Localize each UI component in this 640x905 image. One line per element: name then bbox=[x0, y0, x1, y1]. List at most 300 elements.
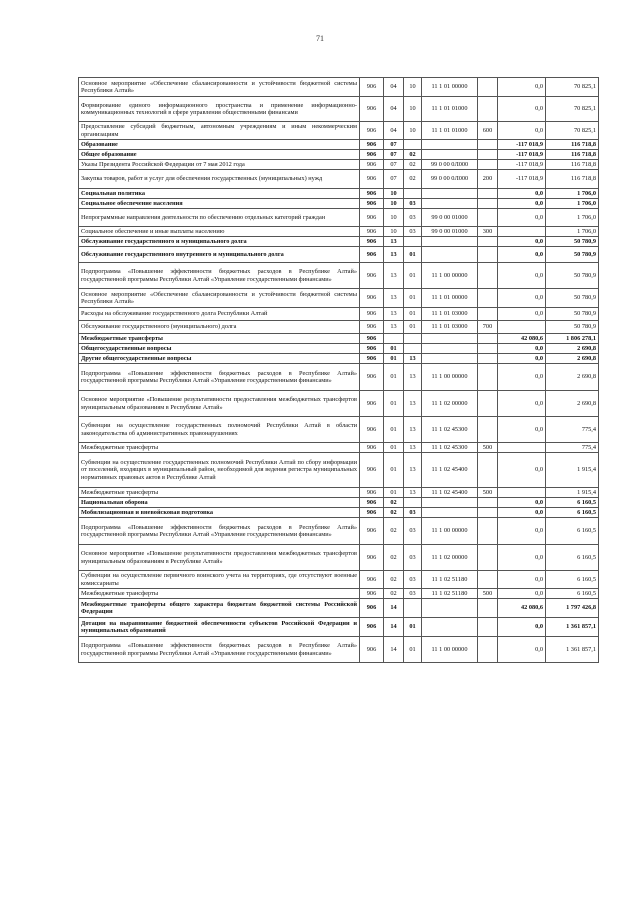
total-amount-cell: 775,4 bbox=[546, 417, 599, 443]
subsection-code-cell: 10 bbox=[404, 122, 422, 140]
ministry-code-cell: 906 bbox=[360, 417, 384, 443]
target-article-cell bbox=[422, 344, 478, 354]
table-row bbox=[79, 150, 599, 160]
row-name-cell: Другие общегосударственные вопросы bbox=[79, 354, 360, 364]
total-amount-cell: 50 780,9 bbox=[546, 237, 599, 247]
expense-type-cell bbox=[478, 160, 498, 170]
budget-table bbox=[78, 77, 599, 663]
table-row bbox=[79, 518, 599, 545]
table-row bbox=[79, 364, 599, 391]
table-row bbox=[79, 289, 599, 308]
ministry-code-cell: 906 bbox=[360, 263, 384, 289]
expense-type-cell bbox=[478, 508, 498, 518]
target-article-cell: 11 1 02 00000 bbox=[422, 545, 478, 571]
table-row bbox=[79, 140, 599, 150]
ministry-code-cell: 906 bbox=[360, 140, 384, 150]
change-amount-cell: 0,0 bbox=[498, 618, 546, 637]
row-name-cell: Обслуживание государственного и муниципального долга bbox=[79, 237, 360, 247]
ministry-code-cell: 906 bbox=[360, 453, 384, 488]
section-code-cell: 02 bbox=[384, 545, 404, 571]
section-code-cell: 13 bbox=[384, 321, 404, 334]
change-amount-cell: 0,0 bbox=[498, 354, 546, 364]
subsection-code-cell bbox=[404, 599, 422, 618]
row-name-cell: Закупка товаров, работ и услуг для обеспечения государственных (муниципальных) нужд bbox=[79, 170, 360, 189]
subsection-code-cell: 03 bbox=[404, 589, 422, 599]
total-amount-cell: 1 915,4 bbox=[546, 453, 599, 488]
section-code-cell: 10 bbox=[384, 189, 404, 199]
row-name-cell: Формирование единого информационного пространства и применение информационно-коммуникационных технологий в сфере управления общественными финансами bbox=[79, 97, 360, 122]
target-article-cell bbox=[422, 247, 478, 263]
target-article-cell: 11 1 02 51180 bbox=[422, 589, 478, 599]
section-code-cell: 04 bbox=[384, 78, 404, 97]
subsection-code-cell: 03 bbox=[404, 545, 422, 571]
change-amount-cell: 0,0 bbox=[498, 78, 546, 97]
section-code-cell: 14 bbox=[384, 618, 404, 637]
row-name-cell: Подпрограмма «Повышение эффективности бюджетных расходов в Республике Алтай» государственной программы Республики Алтай «Управление государственными финансами» bbox=[79, 518, 360, 545]
ministry-code-cell: 906 bbox=[360, 344, 384, 354]
expense-type-cell bbox=[478, 308, 498, 321]
target-article-cell bbox=[422, 140, 478, 150]
ministry-code-cell: 906 bbox=[360, 247, 384, 263]
row-name-cell: Основное мероприятие «Повышение результативности предоставления межбюджетных трансфертов муниципальным образованиям в Республике Алтай» bbox=[79, 545, 360, 571]
total-amount-cell: 6 160,5 bbox=[546, 545, 599, 571]
target-article-cell bbox=[422, 618, 478, 637]
expense-type-cell bbox=[478, 453, 498, 488]
total-amount-cell: 70 825,1 bbox=[546, 122, 599, 140]
section-code-cell: 10 bbox=[384, 199, 404, 209]
total-amount-cell: 6 160,5 bbox=[546, 589, 599, 599]
expense-type-cell bbox=[478, 78, 498, 97]
expense-type-cell: 200 bbox=[478, 170, 498, 189]
table-row bbox=[79, 97, 599, 122]
ministry-code-cell: 906 bbox=[360, 160, 384, 170]
section-code-cell: 13 bbox=[384, 263, 404, 289]
ministry-code-cell: 906 bbox=[360, 637, 384, 663]
ministry-code-cell: 906 bbox=[360, 199, 384, 209]
subsection-code-cell: 01 bbox=[404, 321, 422, 334]
expense-type-cell bbox=[478, 150, 498, 160]
expense-type-cell bbox=[478, 140, 498, 150]
target-article-cell: 11 1 01 01000 bbox=[422, 122, 478, 140]
total-amount-cell: 50 780,9 bbox=[546, 308, 599, 321]
ministry-code-cell: 906 bbox=[360, 391, 384, 417]
section-code-cell: 04 bbox=[384, 122, 404, 140]
row-name-cell: Межбюджетные трансферты общего характера бюджетам бюджетной системы Российской Федерации bbox=[79, 599, 360, 618]
change-amount-cell bbox=[498, 443, 546, 453]
change-amount-cell: 0,0 bbox=[498, 498, 546, 508]
total-amount-cell: 116 718,8 bbox=[546, 150, 599, 160]
target-article-cell: 11 1 02 00000 bbox=[422, 391, 478, 417]
table-row bbox=[79, 545, 599, 571]
row-name-cell: Общегосударственные вопросы bbox=[79, 344, 360, 354]
target-article-cell: 11 1 00 00000 bbox=[422, 637, 478, 663]
ministry-code-cell: 906 bbox=[360, 170, 384, 189]
total-amount-cell: 1 797 426,8 bbox=[546, 599, 599, 618]
total-amount-cell: 50 780,9 bbox=[546, 247, 599, 263]
expense-type-cell: 500 bbox=[478, 488, 498, 498]
table-row bbox=[79, 321, 599, 334]
section-code-cell: 04 bbox=[384, 97, 404, 122]
subsection-code-cell: 01 bbox=[404, 289, 422, 308]
target-article-cell: 11 1 01 01000 bbox=[422, 97, 478, 122]
target-article-cell: 99 0 00 0Л000 bbox=[422, 170, 478, 189]
row-name-cell: Межбюджетные трансферты bbox=[79, 334, 360, 344]
target-article-cell: 11 1 02 45400 bbox=[422, 488, 478, 498]
section-code-cell: 01 bbox=[384, 354, 404, 364]
target-article-cell bbox=[422, 150, 478, 160]
row-name-cell: Подпрограмма «Повышение эффективности бюджетных расходов в Республике Алтай» государственной программы Республики Алтай «Управление государственными финансами» bbox=[79, 364, 360, 391]
table-row bbox=[79, 637, 599, 663]
row-name-cell: Обслуживание государственного внутреннего и муниципального долга bbox=[79, 247, 360, 263]
section-code-cell: 01 bbox=[384, 391, 404, 417]
expense-type-cell bbox=[478, 237, 498, 247]
target-article-cell: 11 1 02 45300 bbox=[422, 443, 478, 453]
section-code-cell: 14 bbox=[384, 637, 404, 663]
subsection-code-cell: 03 bbox=[404, 227, 422, 237]
page-number: 71 bbox=[316, 34, 324, 43]
row-name-cell: Социальное обеспечение населения bbox=[79, 199, 360, 209]
subsection-code-cell: 03 bbox=[404, 209, 422, 227]
total-amount-cell: 2 690,8 bbox=[546, 364, 599, 391]
ministry-code-cell: 906 bbox=[360, 354, 384, 364]
ministry-code-cell: 906 bbox=[360, 227, 384, 237]
change-amount-cell: 42 080,6 bbox=[498, 599, 546, 618]
change-amount-cell: 0,0 bbox=[498, 237, 546, 247]
total-amount-cell: 50 780,9 bbox=[546, 263, 599, 289]
table-row bbox=[79, 589, 599, 599]
expense-type-cell bbox=[478, 97, 498, 122]
section-code-cell: 07 bbox=[384, 160, 404, 170]
expense-type-cell bbox=[478, 571, 498, 589]
change-amount-cell: 0,0 bbox=[498, 209, 546, 227]
expense-type-cell bbox=[478, 189, 498, 199]
expense-type-cell: 500 bbox=[478, 589, 498, 599]
section-code-cell: 01 bbox=[384, 417, 404, 443]
target-article-cell bbox=[422, 334, 478, 344]
change-amount-cell: 0,0 bbox=[498, 391, 546, 417]
section-code-cell: 02 bbox=[384, 498, 404, 508]
target-article-cell bbox=[422, 599, 478, 618]
expense-type-cell bbox=[478, 618, 498, 637]
section-code-cell: 07 bbox=[384, 140, 404, 150]
ministry-code-cell: 906 bbox=[360, 321, 384, 334]
target-article-cell: 11 1 01 00000 bbox=[422, 289, 478, 308]
total-amount-cell: 1 361 857,1 bbox=[546, 618, 599, 637]
target-article-cell: 11 1 01 03000 bbox=[422, 308, 478, 321]
change-amount-cell: -117 018,9 bbox=[498, 160, 546, 170]
section-code-cell: 10 bbox=[384, 209, 404, 227]
row-name-cell: Обслуживание государственного (муниципального) долга bbox=[79, 321, 360, 334]
section-code-cell: 01 bbox=[384, 364, 404, 391]
target-article-cell: 11 1 00 00000 bbox=[422, 364, 478, 391]
section-code-cell: 13 bbox=[384, 289, 404, 308]
expense-type-cell bbox=[478, 263, 498, 289]
section-code-cell: 02 bbox=[384, 571, 404, 589]
total-amount-cell: 1 361 857,1 bbox=[546, 637, 599, 663]
change-amount-cell: -117 018,9 bbox=[498, 140, 546, 150]
subsection-code-cell: 01 bbox=[404, 263, 422, 289]
subsection-code-cell bbox=[404, 189, 422, 199]
subsection-code-cell: 03 bbox=[404, 571, 422, 589]
subsection-code-cell: 13 bbox=[404, 488, 422, 498]
table-row bbox=[79, 391, 599, 417]
table-row bbox=[79, 571, 599, 589]
total-amount-cell: 70 825,1 bbox=[546, 97, 599, 122]
expense-type-cell bbox=[478, 354, 498, 364]
table-row bbox=[79, 78, 599, 97]
row-name-cell: Субвенции на осуществление государственных полномочий Республики Алтай в области законодательства об административных правонарушениях bbox=[79, 417, 360, 443]
ministry-code-cell: 906 bbox=[360, 589, 384, 599]
subsection-code-cell bbox=[404, 237, 422, 247]
target-article-cell bbox=[422, 199, 478, 209]
expense-type-cell bbox=[478, 344, 498, 354]
table-row bbox=[79, 334, 599, 344]
table-row bbox=[79, 354, 599, 364]
row-name-cell: Образование bbox=[79, 140, 360, 150]
expense-type-cell bbox=[478, 391, 498, 417]
table-row bbox=[79, 189, 599, 199]
change-amount-cell bbox=[498, 227, 546, 237]
subsection-code-cell: 10 bbox=[404, 97, 422, 122]
section-code-cell: 10 bbox=[384, 227, 404, 237]
total-amount-cell: 1 806 278,1 bbox=[546, 334, 599, 344]
total-amount-cell: 116 718,8 bbox=[546, 160, 599, 170]
row-name-cell: Мобилизационная и вневойсковая подготовка bbox=[79, 508, 360, 518]
change-amount-cell: 0,0 bbox=[498, 189, 546, 199]
ministry-code-cell: 906 bbox=[360, 97, 384, 122]
table-row bbox=[79, 227, 599, 237]
target-article-cell: 99 0 00 01000 bbox=[422, 227, 478, 237]
change-amount-cell: 0,0 bbox=[498, 508, 546, 518]
ministry-code-cell: 906 bbox=[360, 289, 384, 308]
subsection-code-cell: 01 bbox=[404, 308, 422, 321]
subsection-code-cell bbox=[404, 344, 422, 354]
row-name-cell: Межбюджетные трансферты bbox=[79, 488, 360, 498]
target-article-cell: 11 1 02 51180 bbox=[422, 571, 478, 589]
expense-type-cell bbox=[478, 545, 498, 571]
ministry-code-cell: 906 bbox=[360, 599, 384, 618]
expense-type-cell bbox=[478, 334, 498, 344]
row-name-cell: Расходы на обслуживание государственного долга Республики Алтай bbox=[79, 308, 360, 321]
total-amount-cell: 1 706,0 bbox=[546, 227, 599, 237]
ministry-code-cell: 906 bbox=[360, 150, 384, 160]
change-amount-cell: 0,0 bbox=[498, 364, 546, 391]
subsection-code-cell: 13 bbox=[404, 453, 422, 488]
table-row bbox=[79, 417, 599, 443]
row-name-cell: Общее образование bbox=[79, 150, 360, 160]
target-article-cell: 11 1 02 45300 bbox=[422, 417, 478, 443]
change-amount-cell: 0,0 bbox=[498, 589, 546, 599]
subsection-code-cell bbox=[404, 334, 422, 344]
change-amount-cell: 0,0 bbox=[498, 308, 546, 321]
table-row bbox=[79, 453, 599, 488]
total-amount-cell: 2 690,8 bbox=[546, 391, 599, 417]
row-name-cell: Национальная оборона bbox=[79, 498, 360, 508]
total-amount-cell: 6 160,5 bbox=[546, 571, 599, 589]
ministry-code-cell: 906 bbox=[360, 488, 384, 498]
table-row bbox=[79, 237, 599, 247]
section-code-cell: 01 bbox=[384, 453, 404, 488]
section-code-cell: 02 bbox=[384, 508, 404, 518]
change-amount-cell bbox=[498, 488, 546, 498]
table-row bbox=[79, 160, 599, 170]
table-row bbox=[79, 618, 599, 637]
ministry-code-cell: 906 bbox=[360, 508, 384, 518]
expense-type-cell: 300 bbox=[478, 227, 498, 237]
table-row bbox=[79, 122, 599, 140]
expense-type-cell bbox=[478, 209, 498, 227]
total-amount-cell: 1 915,4 bbox=[546, 488, 599, 498]
row-name-cell: Основное мероприятие «Повышение результативности предоставления межбюджетных трансфертов муниципальным образованиям в Республике Алтай» bbox=[79, 391, 360, 417]
ministry-code-cell: 906 bbox=[360, 237, 384, 247]
subsection-code-cell bbox=[404, 140, 422, 150]
target-article-cell: 11 1 00 00000 bbox=[422, 263, 478, 289]
row-name-cell: Межбюджетные трансферты bbox=[79, 589, 360, 599]
table-row bbox=[79, 263, 599, 289]
subsection-code-cell: 03 bbox=[404, 508, 422, 518]
subsection-code-cell: 13 bbox=[404, 443, 422, 453]
ministry-code-cell: 906 bbox=[360, 364, 384, 391]
change-amount-cell: 0,0 bbox=[498, 637, 546, 663]
expense-type-cell: 700 bbox=[478, 321, 498, 334]
table-row bbox=[79, 199, 599, 209]
target-article-cell: 99 0 00 01000 bbox=[422, 209, 478, 227]
row-name-cell: Основное мероприятие «Обеспечение сбалансированности и устойчивости бюджетной системы Республики Алтай» bbox=[79, 78, 360, 97]
change-amount-cell: 0,0 bbox=[498, 263, 546, 289]
total-amount-cell: 6 160,5 bbox=[546, 508, 599, 518]
row-name-cell: Субвенции на осуществление первичного воинского учета на территориях, где отсутствуют военные комиссариаты bbox=[79, 571, 360, 589]
total-amount-cell: 775,4 bbox=[546, 443, 599, 453]
expense-type-cell bbox=[478, 498, 498, 508]
table-row bbox=[79, 508, 599, 518]
expense-type-cell bbox=[478, 364, 498, 391]
section-code-cell: 13 bbox=[384, 308, 404, 321]
change-amount-cell: 42 080,6 bbox=[498, 334, 546, 344]
section-code-cell: 01 bbox=[384, 488, 404, 498]
expense-type-cell bbox=[478, 289, 498, 308]
target-article-cell: 11 1 01 03000 bbox=[422, 321, 478, 334]
row-name-cell: Межбюджетные трансферты bbox=[79, 443, 360, 453]
change-amount-cell bbox=[498, 321, 546, 334]
table-row bbox=[79, 247, 599, 263]
table-row bbox=[79, 498, 599, 508]
row-name-cell: Предоставление субсидий бюджетным, автономным учреждениям и иным некоммерческим организациям bbox=[79, 122, 360, 140]
section-code-cell: 13 bbox=[384, 247, 404, 263]
table-row bbox=[79, 488, 599, 498]
expense-type-cell bbox=[478, 417, 498, 443]
section-code-cell bbox=[384, 334, 404, 344]
table-row bbox=[79, 443, 599, 453]
total-amount-cell: 116 718,8 bbox=[546, 170, 599, 189]
ministry-code-cell: 906 bbox=[360, 443, 384, 453]
target-article-cell: 11 1 00 00000 bbox=[422, 518, 478, 545]
row-name-cell: Субвенции на осуществление государственных полномочий Республики Алтай по сбору информации от поселений, входящих в муниципальный район, необходимой для ведения регистра муниципальных нормативных правовых актов в Республике Алтай bbox=[79, 453, 360, 488]
section-code-cell: 02 bbox=[384, 589, 404, 599]
expense-type-cell: 500 bbox=[478, 443, 498, 453]
change-amount-cell: 0,0 bbox=[498, 545, 546, 571]
total-amount-cell: 50 780,9 bbox=[546, 289, 599, 308]
subsection-code-cell: 13 bbox=[404, 417, 422, 443]
change-amount-cell: 0,0 bbox=[498, 199, 546, 209]
target-article-cell bbox=[422, 508, 478, 518]
table-body bbox=[79, 78, 599, 663]
subsection-code-cell: 03 bbox=[404, 199, 422, 209]
ministry-code-cell: 906 bbox=[360, 545, 384, 571]
row-name-cell: Непрограммные направления деятельности по обеспечению отдельных категорий граждан bbox=[79, 209, 360, 227]
target-article-cell: 11 1 01 00000 bbox=[422, 78, 478, 97]
section-code-cell: 14 bbox=[384, 599, 404, 618]
subsection-code-cell: 01 bbox=[404, 618, 422, 637]
total-amount-cell: 1 706,0 bbox=[546, 189, 599, 199]
section-code-cell: 02 bbox=[384, 518, 404, 545]
change-amount-cell: 0,0 bbox=[498, 417, 546, 443]
subsection-code-cell: 01 bbox=[404, 247, 422, 263]
section-code-cell: 01 bbox=[384, 443, 404, 453]
section-code-cell: 07 bbox=[384, 150, 404, 160]
subsection-code-cell: 13 bbox=[404, 364, 422, 391]
table-row bbox=[79, 170, 599, 189]
expense-type-cell bbox=[478, 637, 498, 663]
change-amount-cell: 0,0 bbox=[498, 518, 546, 545]
subsection-code-cell: 02 bbox=[404, 150, 422, 160]
target-article-cell bbox=[422, 354, 478, 364]
ministry-code-cell: 906 bbox=[360, 78, 384, 97]
total-amount-cell: 6 160,5 bbox=[546, 498, 599, 508]
change-amount-cell: 0,0 bbox=[498, 97, 546, 122]
row-name-cell: Подпрограмма «Повышение эффективности бюджетных расходов в Республике Алтай» государственной программы Республики Алтай «Управление государственными финансами» bbox=[79, 637, 360, 663]
target-article-cell: 11 1 02 45400 bbox=[422, 453, 478, 488]
subsection-code-cell: 10 bbox=[404, 78, 422, 97]
target-article-cell bbox=[422, 237, 478, 247]
row-name-cell: Социальная политика bbox=[79, 189, 360, 199]
change-amount-cell: 0,0 bbox=[498, 122, 546, 140]
expense-type-cell: 600 bbox=[478, 122, 498, 140]
subsection-code-cell: 03 bbox=[404, 518, 422, 545]
total-amount-cell: 2 690,8 bbox=[546, 344, 599, 354]
total-amount-cell: 70 825,1 bbox=[546, 78, 599, 97]
change-amount-cell: 0,0 bbox=[498, 247, 546, 263]
row-name-cell: Указы Президента Российской Федерации от 7 мая 2012 года bbox=[79, 160, 360, 170]
table-row bbox=[79, 308, 599, 321]
ministry-code-cell: 906 bbox=[360, 122, 384, 140]
row-name-cell: Основное мероприятие «Обеспечение сбалансированности и устойчивости бюджетной системы Республики Алтай» bbox=[79, 289, 360, 308]
subsection-code-cell: 01 bbox=[404, 637, 422, 663]
change-amount-cell: -117 018,9 bbox=[498, 150, 546, 160]
section-code-cell: 01 bbox=[384, 344, 404, 354]
table-row bbox=[79, 344, 599, 354]
expense-type-cell bbox=[478, 518, 498, 545]
ministry-code-cell: 906 bbox=[360, 334, 384, 344]
section-code-cell: 13 bbox=[384, 237, 404, 247]
change-amount-cell: -117 018,9 bbox=[498, 170, 546, 189]
row-name-cell: Подпрограмма «Повышение эффективности бюджетных расходов в Республике Алтай» государственной программы Республики Алтай «Управление государственными финансами» bbox=[79, 263, 360, 289]
total-amount-cell: 1 706,0 bbox=[546, 209, 599, 227]
row-name-cell: Социальное обеспечение и иные выплаты населению bbox=[79, 227, 360, 237]
total-amount-cell: 50 780,9 bbox=[546, 321, 599, 334]
target-article-cell bbox=[422, 189, 478, 199]
ministry-code-cell: 906 bbox=[360, 308, 384, 321]
total-amount-cell: 116 718,8 bbox=[546, 140, 599, 150]
ministry-code-cell: 906 bbox=[360, 209, 384, 227]
total-amount-cell: 2 690,8 bbox=[546, 354, 599, 364]
total-amount-cell: 6 160,5 bbox=[546, 518, 599, 545]
subsection-code-cell bbox=[404, 498, 422, 508]
row-name-cell: Дотации на выравнивание бюджетной обеспеченности субъектов Российской Федерации и муниципальных образований bbox=[79, 618, 360, 637]
change-amount-cell: 0,0 bbox=[498, 289, 546, 308]
section-code-cell: 07 bbox=[384, 170, 404, 189]
expense-type-cell bbox=[478, 247, 498, 263]
subsection-code-cell: 02 bbox=[404, 170, 422, 189]
